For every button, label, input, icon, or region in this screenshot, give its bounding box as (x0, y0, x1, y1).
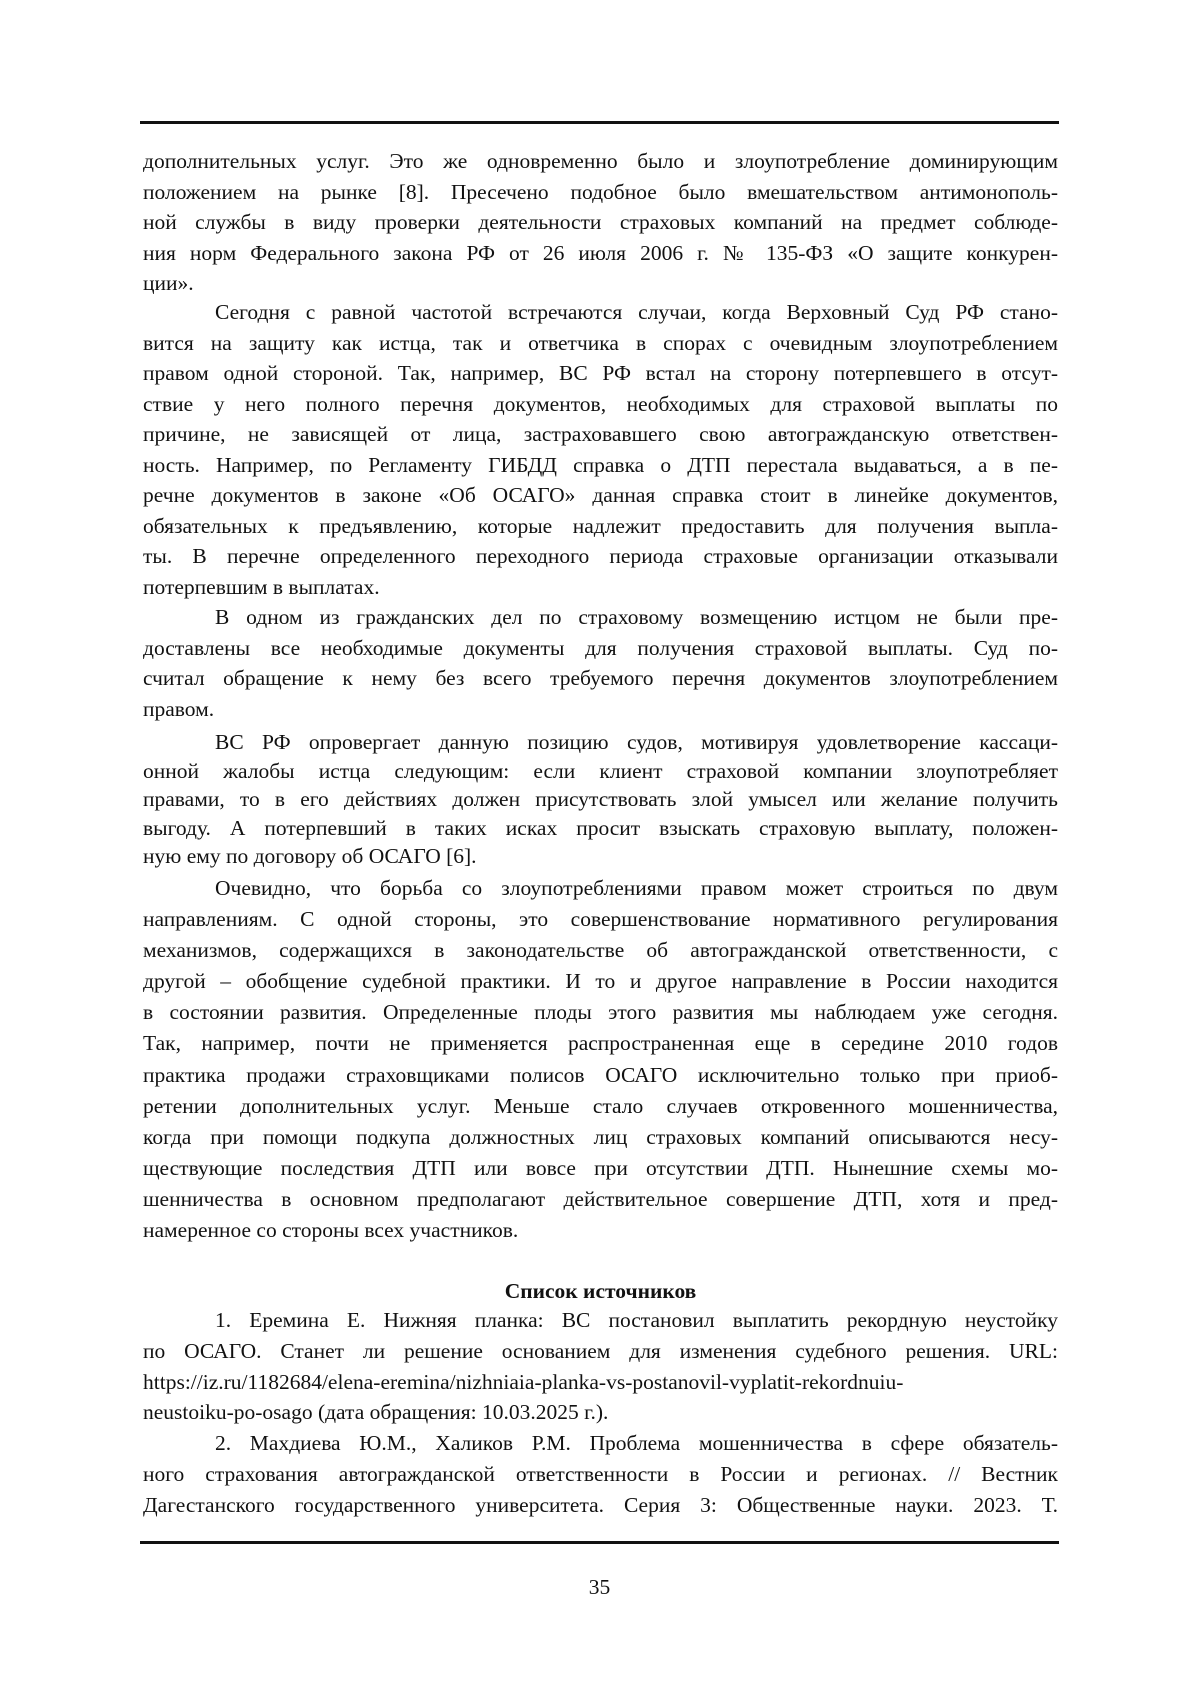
text-line: дополнительных услуг. Это же одновременно было и злоупотребление доминирующим (143, 146, 1058, 177)
text-line: ВС РФ опровергает данную позицию судов, мотивируя удовлетворение кассаци- (143, 728, 1058, 757)
text-line: вится на защиту как истца, так и ответчика в спорах с очевидным злоупотреблением (143, 328, 1058, 359)
text-line: другой – обобщение судебной практики. И то и другое направление в России находится (143, 966, 1058, 997)
text-line: по ОСАГО. Станет ли решение основанием для изменения судебного решения. URL: (143, 1336, 1058, 1367)
text-line: ния норм Федерального закона РФ от 26 июля 2006 г. № 135-ФЗ «О защите конкурен- (143, 238, 1058, 269)
page-number: 35 (0, 1572, 1199, 1602)
text-line: обязательных к предъявлению, которые надлежит предоставить для получения выпла- (143, 511, 1058, 542)
text-line: практика продажи страховщиками полисов ОСАГО исключительно только при приоб- (143, 1060, 1058, 1091)
text-line: В одном из гражданских дел по страховому возмещению истцом не были пре- (143, 602, 1058, 633)
footer-rule (140, 1541, 1059, 1544)
text-line: выгоду. А потерпевший в таких исках просит взыскать страховую выплату, положен- (143, 814, 1058, 843)
text-line: причине, не зависящей от лица, застраховавшего свою автогражданскую ответствен- (143, 419, 1058, 450)
text-line: правом. (143, 694, 1058, 725)
text-line: когда при помощи подкупа должностных лиц страховых компаний описываются несу- (143, 1122, 1058, 1153)
text-line: ствие у него полного перечня документов, необходимых для страховой выплаты по (143, 389, 1058, 420)
text-line: в состоянии развития. Определенные плоды этого развития мы наблюдаем уже сегодня. (143, 997, 1058, 1028)
text-line: ретении дополнительных услуг. Меньше стало случаев откровенного мошенничества, (143, 1091, 1058, 1122)
text-line: онной жалобы истца следующим: если клиент страховой компании злоупотребляет (143, 757, 1058, 786)
text-line: ного страхования автогражданской ответственности в России и регионах. // Вестник (143, 1459, 1058, 1490)
text-line: https://iz.ru/1182684/elena-eremina/nizhniaia-planka-vs-postanovil-vyplatit-rekordnuiu- (143, 1367, 1058, 1398)
text-line: направлениям. С одной стороны, это совершенствование нормативного регулирования (143, 904, 1058, 935)
text-line: доставлены все необходимые документы для получения страховой выплаты. Суд по- (143, 633, 1058, 664)
text-line: потерпевшим в выплатах. (143, 572, 1058, 603)
text-line: ществующие последствия ДТП или вовсе при отсутствии ДТП. Нынешние схемы мо- (143, 1153, 1058, 1184)
text-line: правами, то в его действиях должен присутствовать злой умысел или желание получить (143, 785, 1058, 814)
references-heading: Список источников (143, 1276, 1058, 1306)
text-line: шенничества в основном предполагают действительное совершение ДТП, хотя и пред- (143, 1184, 1058, 1215)
text-line: положением на рынке [8]. Пресечено подобное было вмешательством антимонополь- (143, 177, 1058, 208)
text-line: 2. Махдиева Ю.М., Халиков Р.М. Проблема мошенничества в сфере обязатель- (143, 1428, 1058, 1459)
text-line: правом одной стороной. Так, например, ВС РФ встал на сторону потерпевшего в отсут- (143, 358, 1058, 389)
header-rule (140, 121, 1059, 124)
text-line: ты. В перечне определенного переходного периода страховые организации отказывали (143, 541, 1058, 572)
text-line: Так, например, почти не применяется распространенная еще в середине 2010 годов (143, 1028, 1058, 1059)
text-line: речне документов в законе «Об ОСАГО» данная справка стоит в линейке документов, (143, 480, 1058, 511)
text-line: механизмов, содержащихся в законодательстве об автогражданской ответственности, с (143, 935, 1058, 966)
text-line: neustoiku-po-osago (дата обращения: 10.03.2025 г.). (143, 1397, 1058, 1428)
text-line: 1. Еремина Е. Нижняя планка: ВС постановил выплатить рекордную неустойку (143, 1305, 1058, 1336)
text-line: Дагестанского государственного университета. Серия 3: Общественные науки. 2023. Т. (143, 1490, 1058, 1521)
reference-item (143, 1305, 1058, 1428)
text-line: ной службы в виду проверки деятельности страховых компаний на предмет соблюде- (143, 207, 1058, 238)
text-line: Очевидно, что борьба со злоупотреблениями правом может строиться по двум (143, 873, 1058, 904)
paragraph (143, 602, 1058, 724)
text-line: намеренное со стороны всех участников. (143, 1215, 1058, 1246)
text-line: ции». (143, 268, 1058, 299)
reference-item (143, 1428, 1058, 1521)
paragraph (143, 146, 1058, 299)
paragraph (143, 297, 1058, 602)
paragraph (143, 728, 1058, 871)
text-line: считал обращение к нему без всего требуемого перечня документов злоупотреблением (143, 663, 1058, 694)
text-line: ность. Например, по Регламенту ГИБДД справка о ДТП перестала выдаваться, а в пе- (143, 450, 1058, 481)
text-line: ную ему по договору об ОСАГО [6]. (143, 842, 1058, 871)
text-line: Сегодня с равной частотой встречаются случаи, когда Верховный Суд РФ стано- (143, 297, 1058, 328)
paragraph (143, 873, 1058, 1246)
